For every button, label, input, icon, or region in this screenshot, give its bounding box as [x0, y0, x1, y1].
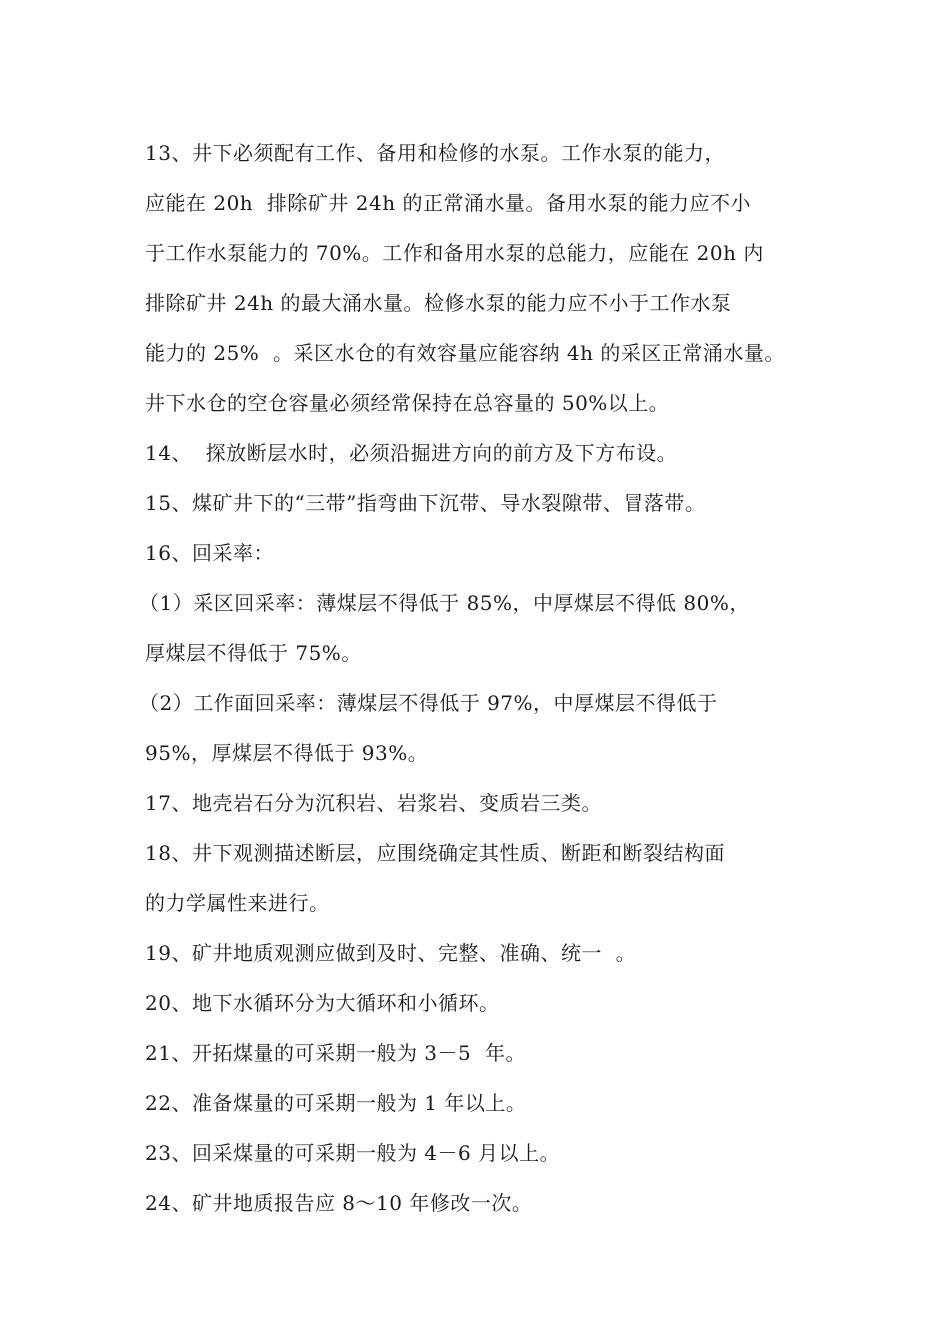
text-line: （1）采区回采率：薄煤层不得低于 85%，中厚煤层不得低 80%，	[139, 591, 750, 615]
text-line: 18、井下观测描述断层，应围绕确定其性质、断距和断裂结构面	[145, 841, 725, 865]
text-line: 14、 探放断层水时，必须沿掘进方向的前方及下方布设。	[145, 441, 678, 465]
text-line: 应能在 20h 排除矿井 24h 的正常涌水量。备用水泵的能力应不小	[145, 191, 751, 215]
text-line: 17、地壳岩石分为沉积岩、岩浆岩、变质岩三类。	[145, 791, 602, 815]
text-line: 22、准备煤量的可采期一般为 1 年以上。	[145, 1091, 527, 1115]
text-line: 15、煤矿井下的“三带”指弯曲下沉带、导水裂隙带、冒落带。	[145, 491, 706, 515]
text-line: 20、地下水循环分为大循环和小循环。	[145, 991, 500, 1015]
text-line: （2）工作面回采率：薄煤层不得低于 97%，中厚煤层不得低于	[139, 691, 718, 715]
text-line: 的力学属性来进行。	[145, 891, 330, 915]
text-line: 16、回采率：	[145, 541, 274, 565]
text-line: 排除矿井 24h 的最大涌水量。检修水泵的能力应不小于工作水泵	[145, 291, 732, 315]
text-line: 24、矿井地质报告应 8～10 年修改一次。	[145, 1191, 533, 1215]
document-body	[139, 128, 835, 1228]
text-line: 19、矿井地质观测应做到及时、完整、准确、统一 。	[145, 941, 637, 965]
text-line: 21、开拓煤量的可采期一般为 3－5 年。	[145, 1041, 526, 1065]
text-line: 23、回采煤量的可采期一般为 4－6 月以上。	[145, 1141, 561, 1165]
text-line: 井下水仓的空仓容量必须经常保持在总容量的 50%以上。	[145, 391, 670, 415]
text-line: 能力的 25% 。采区水仓的有效容量应能容纳 4h 的采区正常涌水量。	[145, 341, 785, 365]
text-line: 厚煤层不得低于 75%。	[145, 641, 362, 665]
text-line: 95%，厚煤层不得低于 93%。	[145, 741, 429, 765]
text-line: 于工作水泵能力的 70%。工作和备用水泵的总能力，应能在 20h 内	[145, 241, 764, 265]
text-line: 13、井下必须配有工作、备用和检修的水泵。工作水泵的能力，	[145, 141, 725, 165]
